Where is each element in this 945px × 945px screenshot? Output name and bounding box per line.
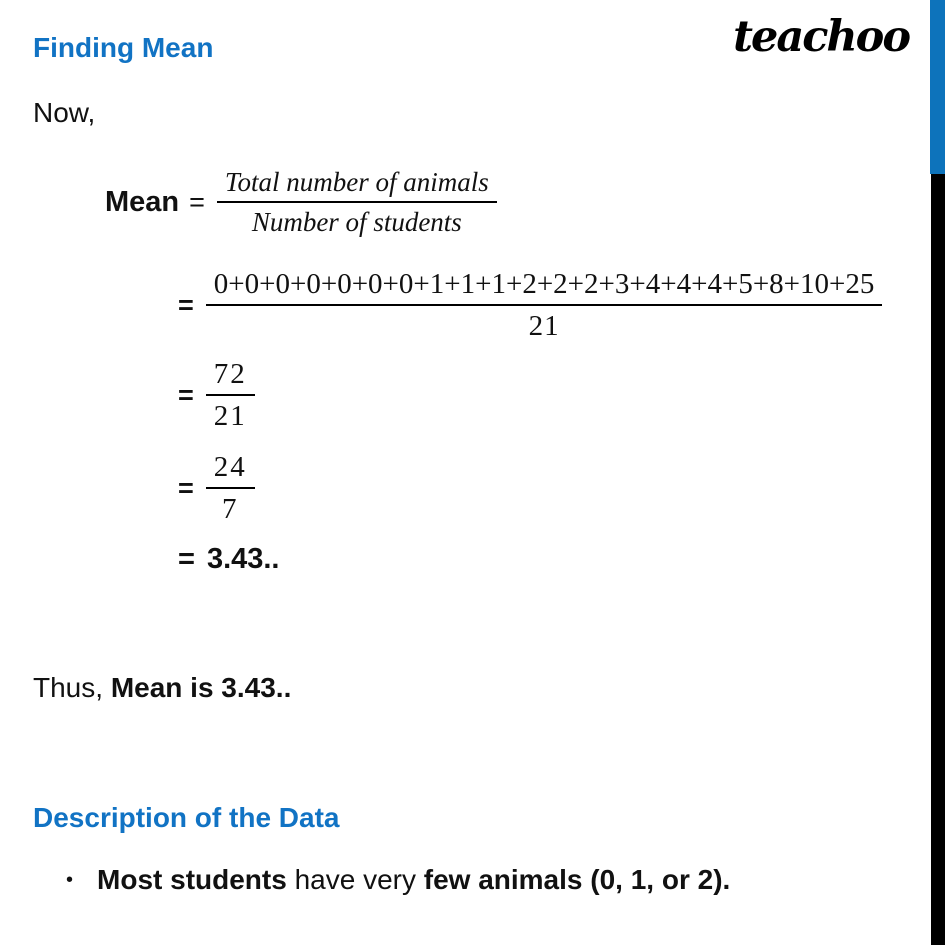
fraction-denominator: Number of students: [217, 201, 497, 238]
right-accent-bar-blue: [930, 0, 945, 174]
conclusion-emphasis: Mean is 3.43..: [110, 672, 292, 703]
bullet-text: [97, 864, 730, 896]
equation-step-72-21: [178, 359, 255, 431]
equation-step-sum: [178, 267, 882, 343]
bullet-item: [66, 864, 730, 896]
bullet-middle: have very: [286, 864, 424, 895]
bullet-bold-lead: Most students: [97, 864, 287, 895]
brand-logo: teachoo: [733, 12, 909, 62]
fraction-definition: [217, 167, 497, 238]
equals-sign: =: [178, 472, 194, 503]
equation-step-24-7: [178, 452, 255, 524]
fraction-24-7: [206, 451, 255, 526]
fraction-denominator: 21: [206, 304, 883, 343]
fraction-numerator: Total number of animals: [224, 166, 489, 197]
fraction-72-21: [206, 358, 255, 433]
bullet-marker-icon: •: [66, 869, 74, 891]
fraction-denominator: 21: [206, 394, 255, 433]
page-title: Finding Mean: [33, 32, 214, 63]
mean-label: Mean: [105, 185, 180, 218]
fraction-sum: [206, 268, 883, 343]
equals-sign: =: [178, 543, 195, 575]
intro-text: Now,: [33, 97, 96, 128]
equation-result-row: [178, 543, 280, 576]
fraction-numerator: 0+0+0+0+0+0+0+1+1+1+2+2+2+3+4+4+4+5+8+10+25: [213, 267, 875, 300]
fraction-numerator: 72: [213, 357, 247, 390]
right-accent-bar-black: [931, 174, 945, 945]
equals-sign: =: [189, 186, 205, 217]
result-value: 3.43..: [206, 543, 280, 575]
conclusion-prefix: Thus,: [33, 672, 111, 703]
fraction-denominator: 7: [206, 487, 255, 526]
equals-sign: =: [178, 289, 194, 320]
section-heading: Description of the Data: [33, 802, 340, 833]
equation-step-definition: [105, 166, 497, 238]
bullet-bold-tail: few animals (0, 1, or 2).: [423, 864, 731, 895]
equals-sign: =: [178, 379, 194, 410]
fraction-numerator: 24: [213, 450, 247, 483]
conclusion-text: [33, 672, 291, 704]
